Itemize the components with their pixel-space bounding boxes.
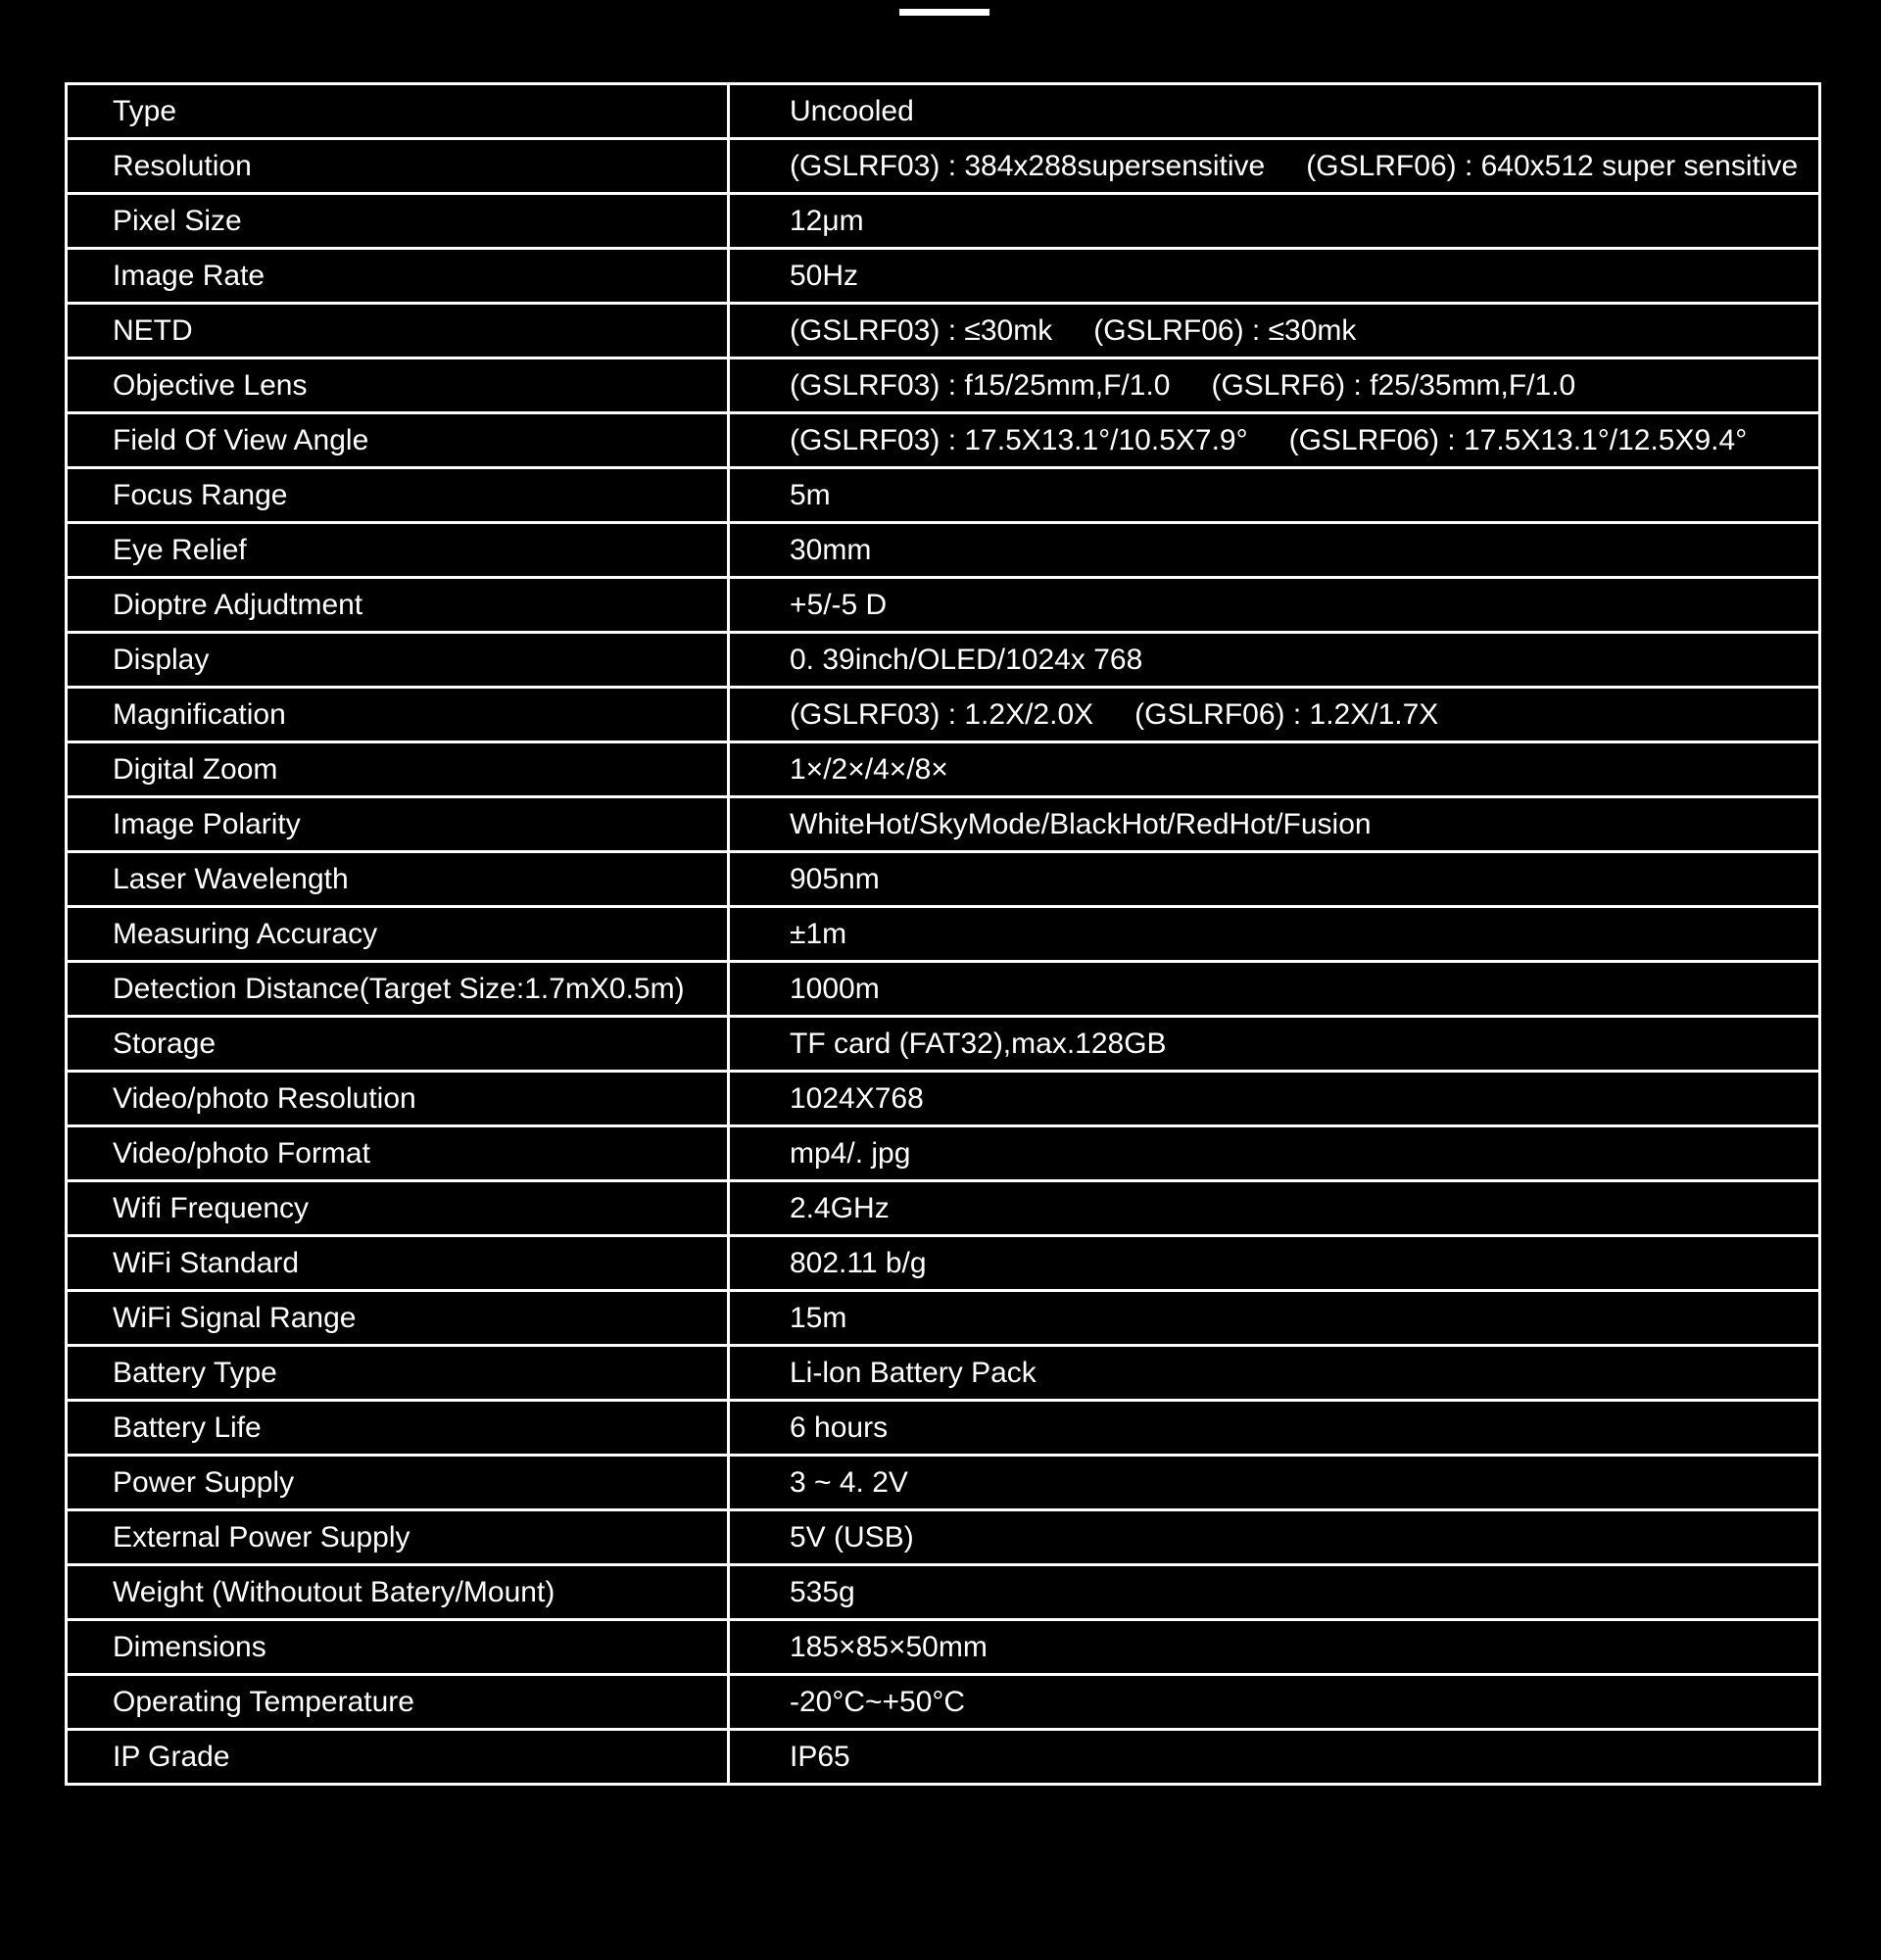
spec-value-segment: (GSLRF03) : 1.2X/2.0X <box>790 697 1094 731</box>
spec-value <box>729 962 1820 1017</box>
spec-value-segment: -20°C~+50°C <box>790 1685 966 1718</box>
spec-row <box>67 1346 1820 1401</box>
spec-value-segment: ±1m <box>790 917 847 950</box>
spec-value-segment: WhiteHot/SkyMode/BlackHot/RedHot/Fusion <box>790 807 1372 840</box>
spec-label: Eye Relief <box>67 523 729 578</box>
spec-value <box>729 249 1820 304</box>
spec-value <box>729 742 1820 797</box>
spec-value-segment: 2.4GHz <box>790 1191 890 1224</box>
spec-value <box>729 84 1820 139</box>
spec-value <box>729 468 1820 523</box>
spec-value-segment: 3 ~ 4. 2V <box>790 1465 908 1499</box>
spec-label: NETD <box>67 304 729 359</box>
spec-row <box>67 359 1820 413</box>
spec-row <box>67 578 1820 633</box>
spec-value <box>729 1236 1820 1291</box>
spec-label: Operating Temperature <box>67 1675 729 1730</box>
spec-row <box>67 523 1820 578</box>
spec-row <box>67 194 1820 249</box>
spec-value-segment: (GSLRF06) : 1.2X/1.7X <box>1134 697 1439 731</box>
spec-value <box>729 1017 1820 1072</box>
spec-row <box>67 797 1820 852</box>
spec-value-segment: 5m <box>790 478 831 511</box>
spec-label: IP Grade <box>67 1730 729 1785</box>
spec-value <box>729 1291 1820 1346</box>
spec-value <box>729 1620 1820 1675</box>
spec-label: Field Of View Angle <box>67 413 729 468</box>
spec-label: Type <box>67 84 729 139</box>
spec-value <box>729 1675 1820 1730</box>
spec-value-segment: 535g <box>790 1575 855 1608</box>
spec-label: Resolution <box>67 139 729 194</box>
spec-value-segment: (GSLRF06) : ≤30mk <box>1093 313 1357 347</box>
spec-label: Pixel Size <box>67 194 729 249</box>
spec-value <box>729 1510 1820 1565</box>
spec-value-segment: (GSLRF03) : 384x288supersensitive <box>790 149 1266 182</box>
spec-value <box>729 139 1820 194</box>
spec-row <box>67 1401 1820 1456</box>
spec-value <box>729 852 1820 907</box>
spec-row <box>67 468 1820 523</box>
spec-value-segment: 12μm <box>790 204 864 237</box>
spec-row <box>67 139 1820 194</box>
spec-label: WiFi Signal Range <box>67 1291 729 1346</box>
top-indicator-bar <box>899 9 989 16</box>
spec-row <box>67 688 1820 742</box>
spec-value-segment: (GSLRF03) : ≤30mk <box>790 313 1053 347</box>
spec-row <box>67 1072 1820 1126</box>
spec-value-segment: (GSLRF03) : f15/25mm,F/1.0 <box>790 368 1171 402</box>
spec-value <box>729 1401 1820 1456</box>
spec-label: Objective Lens <box>67 359 729 413</box>
spec-label: Detection Distance(Target Size:1.7mX0.5m) <box>67 962 729 1017</box>
spec-label: Digital Zoom <box>67 742 729 797</box>
spec-row <box>67 852 1820 907</box>
spec-row <box>67 1565 1820 1620</box>
spec-label: Dimensions <box>67 1620 729 1675</box>
spec-value <box>729 1126 1820 1181</box>
spec-table-body <box>67 84 1820 1785</box>
spec-row <box>67 1291 1820 1346</box>
spec-value-segment: TF card (FAT32),max.128GB <box>790 1027 1167 1060</box>
spec-label: Weight (Withoutout Batery/Mount) <box>67 1565 729 1620</box>
spec-value <box>729 688 1820 742</box>
spec-value-segment: 802.11 b/g <box>790 1246 927 1279</box>
spec-label: Display <box>67 633 729 688</box>
spec-value <box>729 304 1820 359</box>
spec-value-segment: mp4/. jpg <box>790 1136 911 1170</box>
spec-value-segment: 0. 39inch/OLED/1024x 768 <box>790 643 1143 676</box>
spec-value-segment: Uncooled <box>790 94 914 127</box>
spec-value-segment: 905nm <box>790 862 880 895</box>
spec-label: Battery Type <box>67 1346 729 1401</box>
spec-label: Video/photo Resolution <box>67 1072 729 1126</box>
spec-value-segment: (GSLRF03) : 17.5X13.1°/10.5X7.9° <box>790 423 1248 456</box>
spec-value-segment: 5V (USB) <box>790 1520 914 1554</box>
spec-label: Power Supply <box>67 1456 729 1510</box>
spec-row <box>67 1017 1820 1072</box>
spec-table <box>65 82 1821 1786</box>
spec-label: Image Rate <box>67 249 729 304</box>
spec-value <box>729 907 1820 962</box>
spec-value <box>729 1072 1820 1126</box>
spec-value <box>729 578 1820 633</box>
spec-label: Battery Life <box>67 1401 729 1456</box>
spec-value-segment: 1×/2×/4×/8× <box>790 752 948 786</box>
spec-row <box>67 907 1820 962</box>
spec-row <box>67 1620 1820 1675</box>
spec-row <box>67 1730 1820 1785</box>
spec-value-segment: +5/-5 D <box>790 588 888 621</box>
spec-value <box>729 1456 1820 1510</box>
spec-label: Dioptre Adjudtment <box>67 578 729 633</box>
spec-row <box>67 1181 1820 1236</box>
spec-row <box>67 1126 1820 1181</box>
spec-value-segment: Li-lon Battery Pack <box>790 1356 1037 1389</box>
spec-value-segment: 1000m <box>790 972 880 1005</box>
spec-value-segment: IP65 <box>790 1740 850 1773</box>
spec-label: Image Polarity <box>67 797 729 852</box>
spec-label: Laser Wavelength <box>67 852 729 907</box>
spec-value <box>729 1346 1820 1401</box>
spec-value-segment: (GSLRF06) : 17.5X13.1°/12.5X9.4° <box>1288 423 1748 456</box>
spec-value-segment: 30mm <box>790 533 872 566</box>
spec-value <box>729 359 1820 413</box>
spec-value <box>729 194 1820 249</box>
spec-row <box>67 1675 1820 1730</box>
spec-row <box>67 84 1820 139</box>
spec-row <box>67 742 1820 797</box>
spec-row <box>67 633 1820 688</box>
spec-value-segment: 15m <box>790 1301 847 1334</box>
spec-row <box>67 1236 1820 1291</box>
spec-value <box>729 797 1820 852</box>
spec-label: Wifi Frequency <box>67 1181 729 1236</box>
spec-label: Storage <box>67 1017 729 1072</box>
spec-value-segment: 185×85×50mm <box>790 1630 988 1663</box>
spec-row <box>67 304 1820 359</box>
spec-value <box>729 1181 1820 1236</box>
spec-value-segment: 6 hours <box>790 1410 889 1444</box>
spec-row <box>67 413 1820 468</box>
spec-value-segment: (GSLRF6) : f25/35mm,F/1.0 <box>1211 368 1576 402</box>
spec-label: WiFi Standard <box>67 1236 729 1291</box>
spec-label: Measuring Accuracy <box>67 907 729 962</box>
spec-row <box>67 962 1820 1017</box>
spec-row <box>67 1510 1820 1565</box>
spec-value <box>729 413 1820 468</box>
spec-value-segment: (GSLRF06) : 640x512 super sensitive <box>1306 149 1799 182</box>
spec-value-segment: 1024X768 <box>790 1081 924 1115</box>
spec-value-segment: 50Hz <box>790 259 859 292</box>
spec-value <box>729 523 1820 578</box>
spec-value <box>729 1565 1820 1620</box>
spec-row <box>67 249 1820 304</box>
spec-label: External Power Supply <box>67 1510 729 1565</box>
spec-label: Magnification <box>67 688 729 742</box>
spec-label: Focus Range <box>67 468 729 523</box>
spec-value <box>729 1730 1820 1785</box>
spec-row <box>67 1456 1820 1510</box>
spec-label: Video/photo Format <box>67 1126 729 1181</box>
spec-value <box>729 633 1820 688</box>
